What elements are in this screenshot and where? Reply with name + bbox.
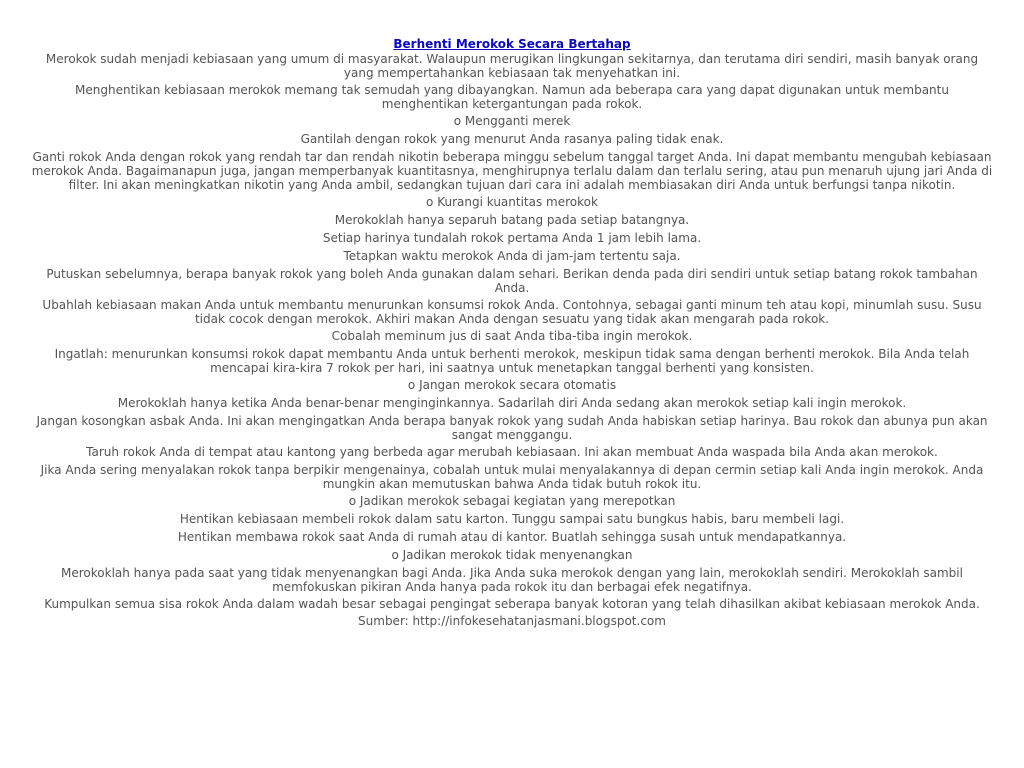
tip-saat-tidak-menyenangkan: Merokoklah hanya pada saat yang tidak menyenangkan bagi Anda. Jika Anda suka merokok dengan yang lain, merokoklah sendiri. Merokoklah sambil memfokuskan pikiran Anda hanya pada rokok itu dan berbagai efek negatifnya. <box>61 566 963 594</box>
tip-kebiasaan-makan: Ubahlah kebiasaan makan Anda untuk membantu menurunkan konsumsi rokok Anda. Contohnya, sebagai ganti minum teh atau kopi, minumlah susu. Susu tidak cocok dengan merokok. Akhiri makan Anda dengan sesuatu yang tidak akan mengarah pada rokok. <box>42 298 982 326</box>
tip-ingatlah: Ingatlah: menurunkan konsumsi rokok dapat membantu Anda untuk berhenti merokok, meskipun tidak sama dengan berhenti merokok. Bila Anda telah mencapai kira-kira 7 rokok per hari, ini saatnya untuk menetapkan tanggal berhenti yang konsisten. <box>54 347 970 375</box>
tip-satu-karton: Hentikan kebiasaan membeli rokok dalam satu karton. Tunggu sampai satu bungkus habis, baru membeli lagi. <box>179 512 845 526</box>
tip-rokok-tidak-enak: Gantilah dengan rokok yang menurut Anda rasanya paling tidak enak. <box>300 132 724 146</box>
paragraph-intro-2: Menghentikan kebiasaan merokok memang tak semudah yang dibayangkan. Namun ada beberapa cara yang dapat digunakan untuk membantu menghentikan ketergantungan pada rokok. <box>75 83 949 111</box>
tip-rendah-tar: Ganti rokok Anda dengan rokok yang rendah tar dan rendah nikotin beberapa minggu sebelum tanggal target Anda. Ini dapat membantu mengubah kebiasaan merokok Anda. Bagaimanapun juga, jangan memperbanyak kuantitasnya, menghirupnya terlalu dalam dan terlalu sering, atau pun menaruh ujung jari Anda di filter. Ini akan meningkatkan nikotin yang Anda ambil, sedangkan tujuan dari cara ini adalah membiasakan diri Anda untuk berfungsi tanpa nikotin. <box>31 150 993 192</box>
tip-benar-benar-ingin: Merokoklah hanya ketika Anda benar-benar menginginkannya. Sadarilah diri Anda sedang akan merokok setiap kali ingin merokok. <box>117 396 907 410</box>
tip-jam-tertentu: Tetapkan waktu merokok Anda di jam-jam tertentu saja. <box>343 249 681 263</box>
tip-tempat-berbeda: Taruh rokok Anda di tempat atau kantong yang berbeda agar merubah kebiasaan. Ini akan membuat Anda waspada bila Anda akan merokok. <box>86 445 938 459</box>
section-heading-tidak-menyenangkan: o Jadikan merokok tidak menyenangkan <box>391 548 633 562</box>
tip-tunda-rokok-pertama: Setiap harinya tundalah rokok pertama Anda 1 jam lebih lama. <box>322 231 702 245</box>
document-title-link[interactable]: Berhenti Merokok Secara Bertahap <box>393 37 631 51</box>
tip-depan-cermin: Jika Anda sering menyalakan rokok tanpa berpikir mengenainya, cobalah untuk mulai menyalakannya di depan cermin setiap kali Anda ingin merokok. Anda mungkin akan memutuskan bahwa Anda tidak butuh rokok itu. <box>40 463 984 491</box>
document-body <box>30 37 994 631</box>
tip-jangan-bawa-rokok: Hentikan membawa rokok saat Anda di rumah atau di kantor. Buatlah sehingga susah untuk mendapatkannya. <box>177 530 847 544</box>
section-heading-merepotkan: o Jadikan merokok sebagai kegiatan yang merepotkan <box>348 494 676 508</box>
tip-batas-harian: Putuskan sebelumnya, berapa banyak rokok yang boleh Anda gunakan dalam sehari. Berikan denda pada diri sendiri untuk setiap batang rokok tambahan Anda. <box>46 267 978 295</box>
section-heading-jangan-otomatis: o Jangan merokok secara otomatis <box>407 378 617 392</box>
tip-asbak: Jangan kosongkan asbak Anda. Ini akan mengingatkan Anda berapa banyak rokok yang sudah Anda habiskan setiap harinya. Bau rokok dan abunya pun akan sangat menggangu. <box>36 414 988 442</box>
tip-separuh-batang: Merokoklah hanya separuh batang pada setiap batangnya. <box>334 213 690 227</box>
section-heading-ganti-merek: o Mengganti merek <box>453 114 571 128</box>
section-heading-kurangi-kuantitas: o Kurangi kuantitas merokok <box>426 195 598 209</box>
paragraph-intro: Merokok sudah menjadi kebiasaan yang umum di masyarakat. Walaupun merugikan lingkungan sekitarnya, dan terutama diri sendiri, masih banyak orang yang mempertahankan kebiasaan tak menyehatkan ini. <box>45 52 979 80</box>
source-citation: Sumber: http://infokesehatanjasmani.blogspot.com <box>358 614 666 628</box>
tip-kumpulkan-sisa: Kumpulkan semua sisa rokok Anda dalam wadah besar sebagai pengingat seberapa banyak kotoran yang telah dihasilkan akibat kebiasaan merokok Anda. <box>44 597 980 611</box>
tip-minum-jus: Cobalah meminum jus di saat Anda tiba-tiba ingin merokok. <box>331 329 693 343</box>
